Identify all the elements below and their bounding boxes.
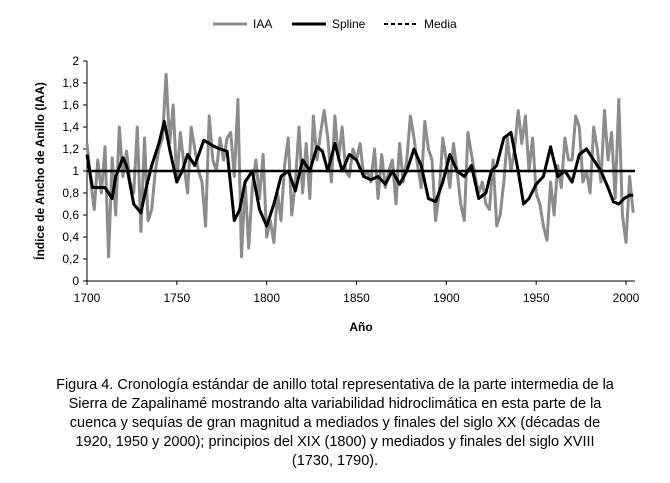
y-tick-label: 0,6	[62, 208, 79, 222]
y-tick-label: 2	[72, 54, 79, 68]
y-tick-label: 0,8	[62, 186, 79, 200]
x-tick-label: 1700	[73, 291, 101, 305]
y-tick-label: 0,2	[62, 252, 79, 266]
x-tick-label: 1900	[432, 291, 460, 305]
legend-spline-label: Spline	[332, 17, 366, 31]
caption-line: Figura 4. Cronología estándar de anillo total representativa de la parte intermedia de la	[56, 377, 614, 393]
caption-line: Sierra de Zapalinamé mostrando alta variabilidad hidroclimática en esta parte de la	[68, 396, 602, 412]
x-axis-title: Año	[349, 320, 373, 334]
x-tick-label: 1950	[522, 291, 550, 305]
y-tick-label: 1	[72, 164, 79, 178]
y-axis-ticks	[62, 54, 87, 288]
y-tick-label: 0,4	[62, 230, 79, 244]
figure-caption	[0, 376, 670, 471]
y-tick-label: 0	[72, 274, 79, 288]
x-axis-ticks	[74, 281, 640, 305]
y-tick-label: 1,2	[62, 142, 79, 156]
y-tick-label: 1,6	[62, 98, 79, 112]
legend	[213, 17, 457, 31]
caption-line: 1920, 1950 y 2000); principios del XIX (1800) y mediados y finales del siglo XVIII	[75, 434, 595, 450]
x-tick-label: 2000	[612, 291, 640, 305]
legend-media-label: Media	[424, 17, 457, 31]
y-tick-label: 1,4	[62, 120, 79, 134]
x-tick-label: 1750	[163, 291, 191, 305]
caption-line: (1730, 1790).	[291, 453, 379, 469]
caption-line: cuenca y sequías de gran magnitud a mediados y finales del siglo XX (décadas de	[69, 415, 601, 431]
y-axis-title: Índice de Ancho de Anillo (IAA)	[33, 82, 47, 260]
legend-iaa-label: IAA	[253, 17, 273, 31]
y-tick-label: 1,8	[62, 76, 79, 90]
x-tick-label: 1850	[343, 291, 370, 305]
x-tick-label: 1800	[253, 291, 281, 305]
